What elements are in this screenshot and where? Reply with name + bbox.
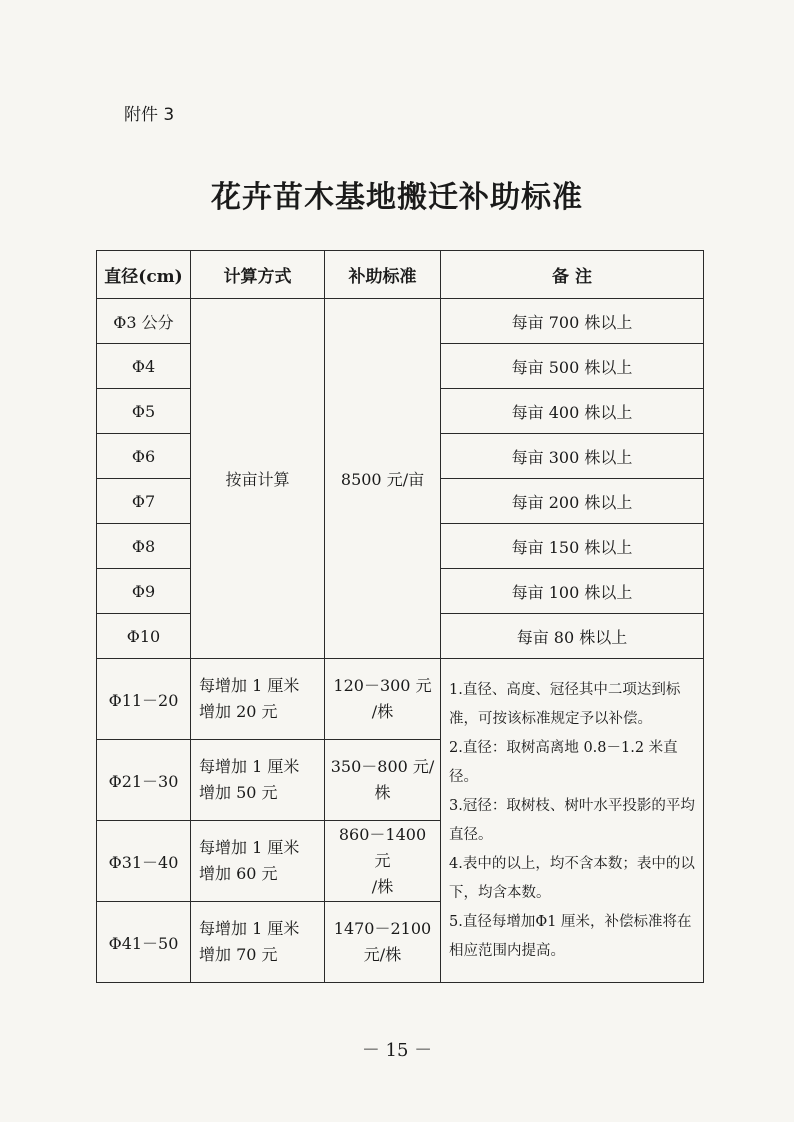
diameter-cell: Φ9 — [97, 569, 191, 614]
attachment-label: 附件 3 — [124, 105, 175, 125]
subsidy-table — [96, 250, 704, 983]
diameter-cell: Φ4 — [97, 344, 191, 389]
table-row — [97, 659, 704, 740]
table-row — [97, 299, 704, 344]
diameter-cell: Φ10 — [97, 614, 191, 659]
method-line: 每增加 1 厘米 — [199, 838, 300, 857]
rate-cell: 8500 元/亩 — [325, 299, 441, 659]
diameter-cell: Φ8 — [97, 524, 191, 569]
rate-line: 元/株 — [363, 945, 402, 964]
note-cell: 每亩 700 株以上 — [441, 299, 704, 344]
diameter-cell: Φ3 公分 — [97, 299, 191, 344]
rate-cell — [325, 821, 441, 902]
note-cell: 每亩 80 株以上 — [441, 614, 704, 659]
method-cell: 按亩计算 — [191, 299, 325, 659]
method-cell — [191, 659, 325, 740]
document-title: 花卉苗木基地搬迁补助标准 — [211, 180, 583, 215]
diameter-cell: Φ7 — [97, 479, 191, 524]
rate-line: /株 — [371, 702, 394, 721]
method-line: 每增加 1 厘米 — [199, 676, 300, 695]
rate-cell — [325, 740, 441, 821]
remark-item: 3.冠径：取树枝、树叶水平投影的平均直径。 — [449, 797, 695, 843]
method-line: 增加 60 元 — [199, 864, 278, 883]
note-cell: 每亩 400 株以上 — [441, 389, 704, 434]
remark-item: 1.直径、高度、冠径其中二项达到标准，可按该标准规定予以补偿。 — [449, 681, 681, 727]
diameter-cell: Φ6 — [97, 434, 191, 479]
method-line: 增加 50 元 — [199, 783, 278, 802]
note-cell: 每亩 150 株以上 — [441, 524, 704, 569]
rate-line: 1470－2100 — [333, 919, 432, 938]
method-line: 增加 70 元 — [199, 945, 278, 964]
note-cell: 每亩 100 株以上 — [441, 569, 704, 614]
diameter-cell: Φ11－20 — [97, 659, 191, 740]
diameter-cell: Φ31－40 — [97, 821, 191, 902]
rate-line: /株 — [371, 877, 394, 896]
rate-cell — [325, 659, 441, 740]
rate-cell — [325, 902, 441, 983]
table-header-row — [97, 251, 704, 299]
rate-line: 120－300 元 — [333, 676, 432, 695]
header-notes: 备 注 — [441, 251, 704, 299]
method-line: 每增加 1 厘米 — [199, 757, 300, 776]
method-line: 增加 20 元 — [199, 702, 278, 721]
header-method: 计算方式 — [191, 251, 325, 299]
method-line: 每增加 1 厘米 — [199, 919, 300, 938]
diameter-cell: Φ41－50 — [97, 902, 191, 983]
diameter-cell: Φ5 — [97, 389, 191, 434]
rate-line: 860－1400 元 — [338, 825, 427, 870]
note-cell: 每亩 500 株以上 — [441, 344, 704, 389]
note-cell: 每亩 300 株以上 — [441, 434, 704, 479]
remark-item: 4.表中的以上，均不含本数；表中的以下，均含本数。 — [449, 855, 695, 901]
diameter-cell: Φ21－30 — [97, 740, 191, 821]
header-diameter: 直径(cm) — [97, 251, 191, 299]
method-cell — [191, 902, 325, 983]
page-number: － 15 － — [361, 1040, 433, 1061]
note-cell: 每亩 200 株以上 — [441, 479, 704, 524]
header-rate: 补助标准 — [325, 251, 441, 299]
rate-line: 350－800 元/ — [330, 757, 435, 776]
rate-line: 株 — [374, 783, 391, 802]
remark-item: 5.直径每增加Φ1 厘米，补偿标准将在相应范围内提高。 — [449, 913, 692, 959]
remark-item: 2.直径：取树高离地 0.8－1.2 米直径。 — [449, 739, 678, 785]
remarks-cell — [441, 659, 704, 983]
method-cell — [191, 821, 325, 902]
method-cell — [191, 740, 325, 821]
